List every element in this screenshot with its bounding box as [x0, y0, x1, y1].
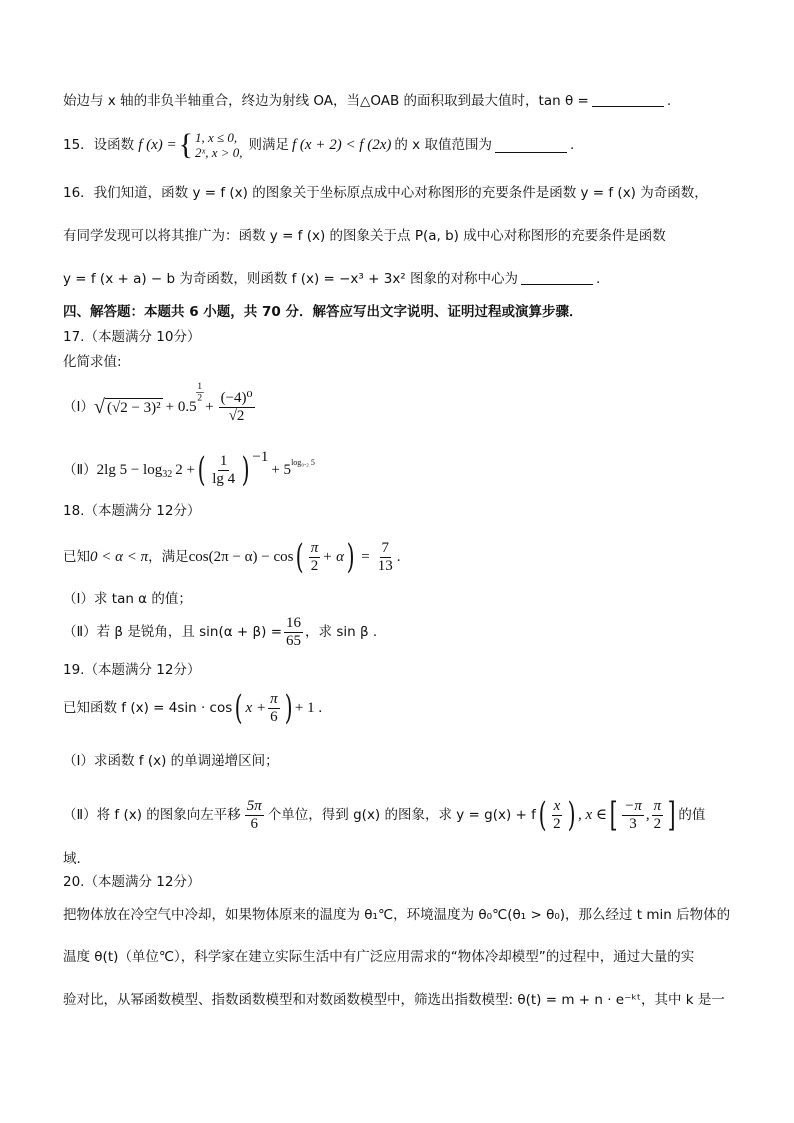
right-paren: ): [567, 795, 576, 835]
question-15: 15．设函数 f (x) = { 1, x ≤ 0, 2ˣ, x > 0, 则满足 f (x + 2) < f (2x) 的 x 取值范围为 .: [63, 128, 575, 161]
q18-part2-frac: [284, 615, 303, 650]
exp-den: 2: [196, 392, 202, 404]
right-bracket: ]: [667, 795, 676, 835]
log-base: 32: [162, 469, 173, 480]
q17-intro: 化简求值:: [63, 354, 122, 370]
q18-mid: ，满足: [148, 549, 189, 565]
left-paren: (: [234, 688, 243, 728]
frac-den: √2: [228, 407, 245, 424]
left-paren: (: [538, 795, 547, 835]
q19-given-text: 已知函数 f (x) = 4sin · cos: [63, 700, 233, 716]
frac-num: −π: [624, 797, 642, 814]
answer-blank: [592, 92, 664, 107]
frac-den: 6: [270, 708, 278, 725]
q17-five: + 5: [271, 462, 292, 478]
frac-den: 2: [653, 815, 662, 832]
frac-den: 2: [310, 557, 319, 574]
frac-num: 5π: [246, 797, 262, 814]
q18-expr: cos(2π − α) − cos: [188, 549, 294, 565]
answer-blank: [495, 138, 567, 153]
q19-part2-end: 的值: [678, 807, 706, 823]
left-paren: (: [197, 450, 206, 490]
q15-fx: f (x) =: [138, 137, 177, 153]
q19-domain-prefix: , x ∈: [577, 807, 607, 823]
q19-part2-text: （Ⅱ）将 f (x) 的图象向左平移: [63, 807, 241, 823]
q19-part1: （Ⅰ）求函数 f (x) 的单调递增区间；: [63, 753, 279, 769]
brace: {: [178, 128, 194, 161]
right-paren: ): [241, 450, 250, 490]
q20-line3: 验对比，从幂函数模型、指数函数模型和对数函数模型中，筛选出指数模型: θ(t) = m + n · e⁻ᵏᵗ，其中 k 是一: [63, 992, 725, 1008]
q17-part2: [63, 446, 744, 494]
frac-num: π: [270, 690, 278, 707]
q19-part2-tail: 域.: [63, 851, 81, 867]
frac-den: 65: [286, 632, 302, 649]
q15-suffix: 的 x 取值范围为: [394, 137, 492, 153]
q20-line2: 温度 θ(t)（单位℃），科学家在建立实际生活中有广泛应用需求的“物体冷却模型”的过程中，通过大量的实: [63, 949, 695, 965]
frac-den: 2: [553, 815, 561, 832]
q19-shift-frac: [245, 798, 264, 833]
q17-plus: + 0.5: [165, 399, 197, 415]
q15-case1: 1, x ≤ 0,: [195, 130, 238, 145]
q18-given: 已知 0 < α < π ，满足 cos(2π − α) − cos ( $\frac{\pi}{2}$ + α ) = $\frac{7}{13}$ .: [63, 537, 401, 577]
neg-exp: −1: [252, 449, 269, 465]
q17-inner-fraction: [210, 453, 237, 488]
q18-rhs: [376, 540, 395, 575]
frac-num: (−4)⁰: [220, 389, 253, 406]
q17-exponent: [196, 381, 203, 404]
frac-den: 3: [629, 815, 637, 832]
exp-num: 1: [196, 381, 202, 392]
frac-den: 6: [250, 815, 259, 832]
q17-root: (√2 − 3)²: [106, 399, 161, 416]
q17-part2-label: （Ⅱ）: [63, 462, 97, 478]
q18-part2-text: （Ⅱ）若 β 是锐角，且 sin(α + β) =: [63, 624, 283, 640]
answer-blank: [521, 270, 593, 285]
q19-header: 19.（本题满分 12分）: [63, 662, 201, 678]
q16-line1: 16．我们知道，函数 y = f (x) 的图象关于坐标原点成中心对称图形的充要条件是函数 y = f (x) 为奇函数，: [63, 185, 708, 201]
frac-num: π: [653, 797, 662, 814]
q17-header: 17.（本题满分 10分）: [63, 329, 201, 345]
plus-sign: +: [205, 399, 214, 415]
q19-inner: x +: [245, 700, 267, 716]
q16-line3-wrap: y = f (x + a) − b 为奇函数，则函数 f (x) = −x³ + 3x² 图象的对称中心为 .: [63, 271, 601, 287]
q19-right-bound: [652, 798, 664, 833]
frac-num: 1: [219, 452, 228, 469]
right-paren: ): [284, 688, 293, 728]
q17-part1: [63, 381, 744, 429]
q20-line1: 把物体放在冷空气中冷却，如果物体原来的温度为 θ₁℃，环境温度为 θ₀℃(θ₁ > θ₀)，那么经过 t min 后物体的: [63, 907, 731, 923]
q14-line: 始边与 x 轴的非负半轴重合，终边为射线 OA，当△OAB 的面积取到最大值时，tan θ = .: [63, 93, 672, 109]
q17-log-expr: 2lg 5 − log: [96, 462, 163, 478]
q19-part2-mid: 个单位，得到 g(x) 的图象，求 y = g(x) + f: [267, 807, 536, 823]
right-paren: ): [346, 537, 355, 577]
q17-part1-label: （Ⅰ）: [63, 399, 94, 415]
left-paren: (: [296, 537, 305, 577]
q19-given: [63, 684, 744, 732]
frac-den: 13: [377, 557, 393, 574]
q15-cases: [195, 130, 242, 160]
q19-plus-one: + 1 .: [294, 700, 323, 716]
q19-left-bound: [622, 798, 644, 833]
q15-inequality: f (x + 2) < f (2x): [292, 137, 392, 153]
frac-den: lg 4: [212, 470, 236, 487]
q16-line2: 有同学发现可以将其推广为：函数 y = f (x) 的图象关于点 P(a, b) 成中心对称图形的充要条件是函数: [63, 228, 666, 244]
sqrt-sign: √: [93, 396, 105, 418]
five-exp: log₀.₂ 5: [291, 458, 315, 467]
frac-num: x: [553, 797, 561, 814]
q18-frac: [309, 540, 321, 575]
q18-cond: 0 < α < π: [90, 549, 149, 565]
frac-num: 7: [381, 539, 389, 556]
q18-part2: [63, 612, 744, 652]
q18-part2-end: ，求 sin β .: [305, 624, 378, 640]
section-title: 四、解答题：本题共 6 小题，共 70 分．解答应写出文字说明、证明过程或演算步骤．: [63, 304, 583, 320]
q18-prefix: 已知: [63, 549, 90, 565]
q18-header: 18.（本题满分 12分）: [63, 503, 201, 519]
q16-line3: y = f (x + a) − b 为奇函数，则函数 f (x) = −x³ + 3x² 图象的对称中心为: [63, 271, 519, 287]
frac-num: π: [310, 539, 319, 556]
q19-x-frac: [551, 798, 563, 833]
q18-plus-alpha: + α: [322, 549, 345, 565]
q15-mid: 则满足: [248, 137, 289, 153]
q15-prefix: 15．设函数: [63, 137, 135, 153]
q20-header: 20.（本题满分 12分）: [63, 874, 201, 890]
q15-case2: 2ˣ, x > 0,: [195, 145, 243, 160]
q14-text: 始边与 x 轴的非负半轴重合，终边为射线 OA，当△OAB 的面积取到最大值时，tan θ =: [63, 93, 589, 109]
q19-part2: （Ⅱ）将 f (x) 的图象向左平移 $\frac{5\pi}{6}$ 个单位，得到 g(x) 的图象，求 y = g(x) + f ( $\frac{x}{2}$ ) , x ∈ [ $\frac{-\pi}{3}$ , $\frac{\pi}{2}$ ] 的值: [63, 795, 706, 835]
q17-fraction: [219, 390, 255, 425]
q17-plus-2: 2 +: [175, 462, 195, 478]
left-bracket: [: [609, 795, 618, 835]
q18-part1: （Ⅰ）求 tan α 的值；: [63, 591, 192, 607]
frac-num: 16: [286, 614, 302, 631]
equals: =: [361, 549, 370, 565]
q19-frac: [268, 691, 280, 726]
